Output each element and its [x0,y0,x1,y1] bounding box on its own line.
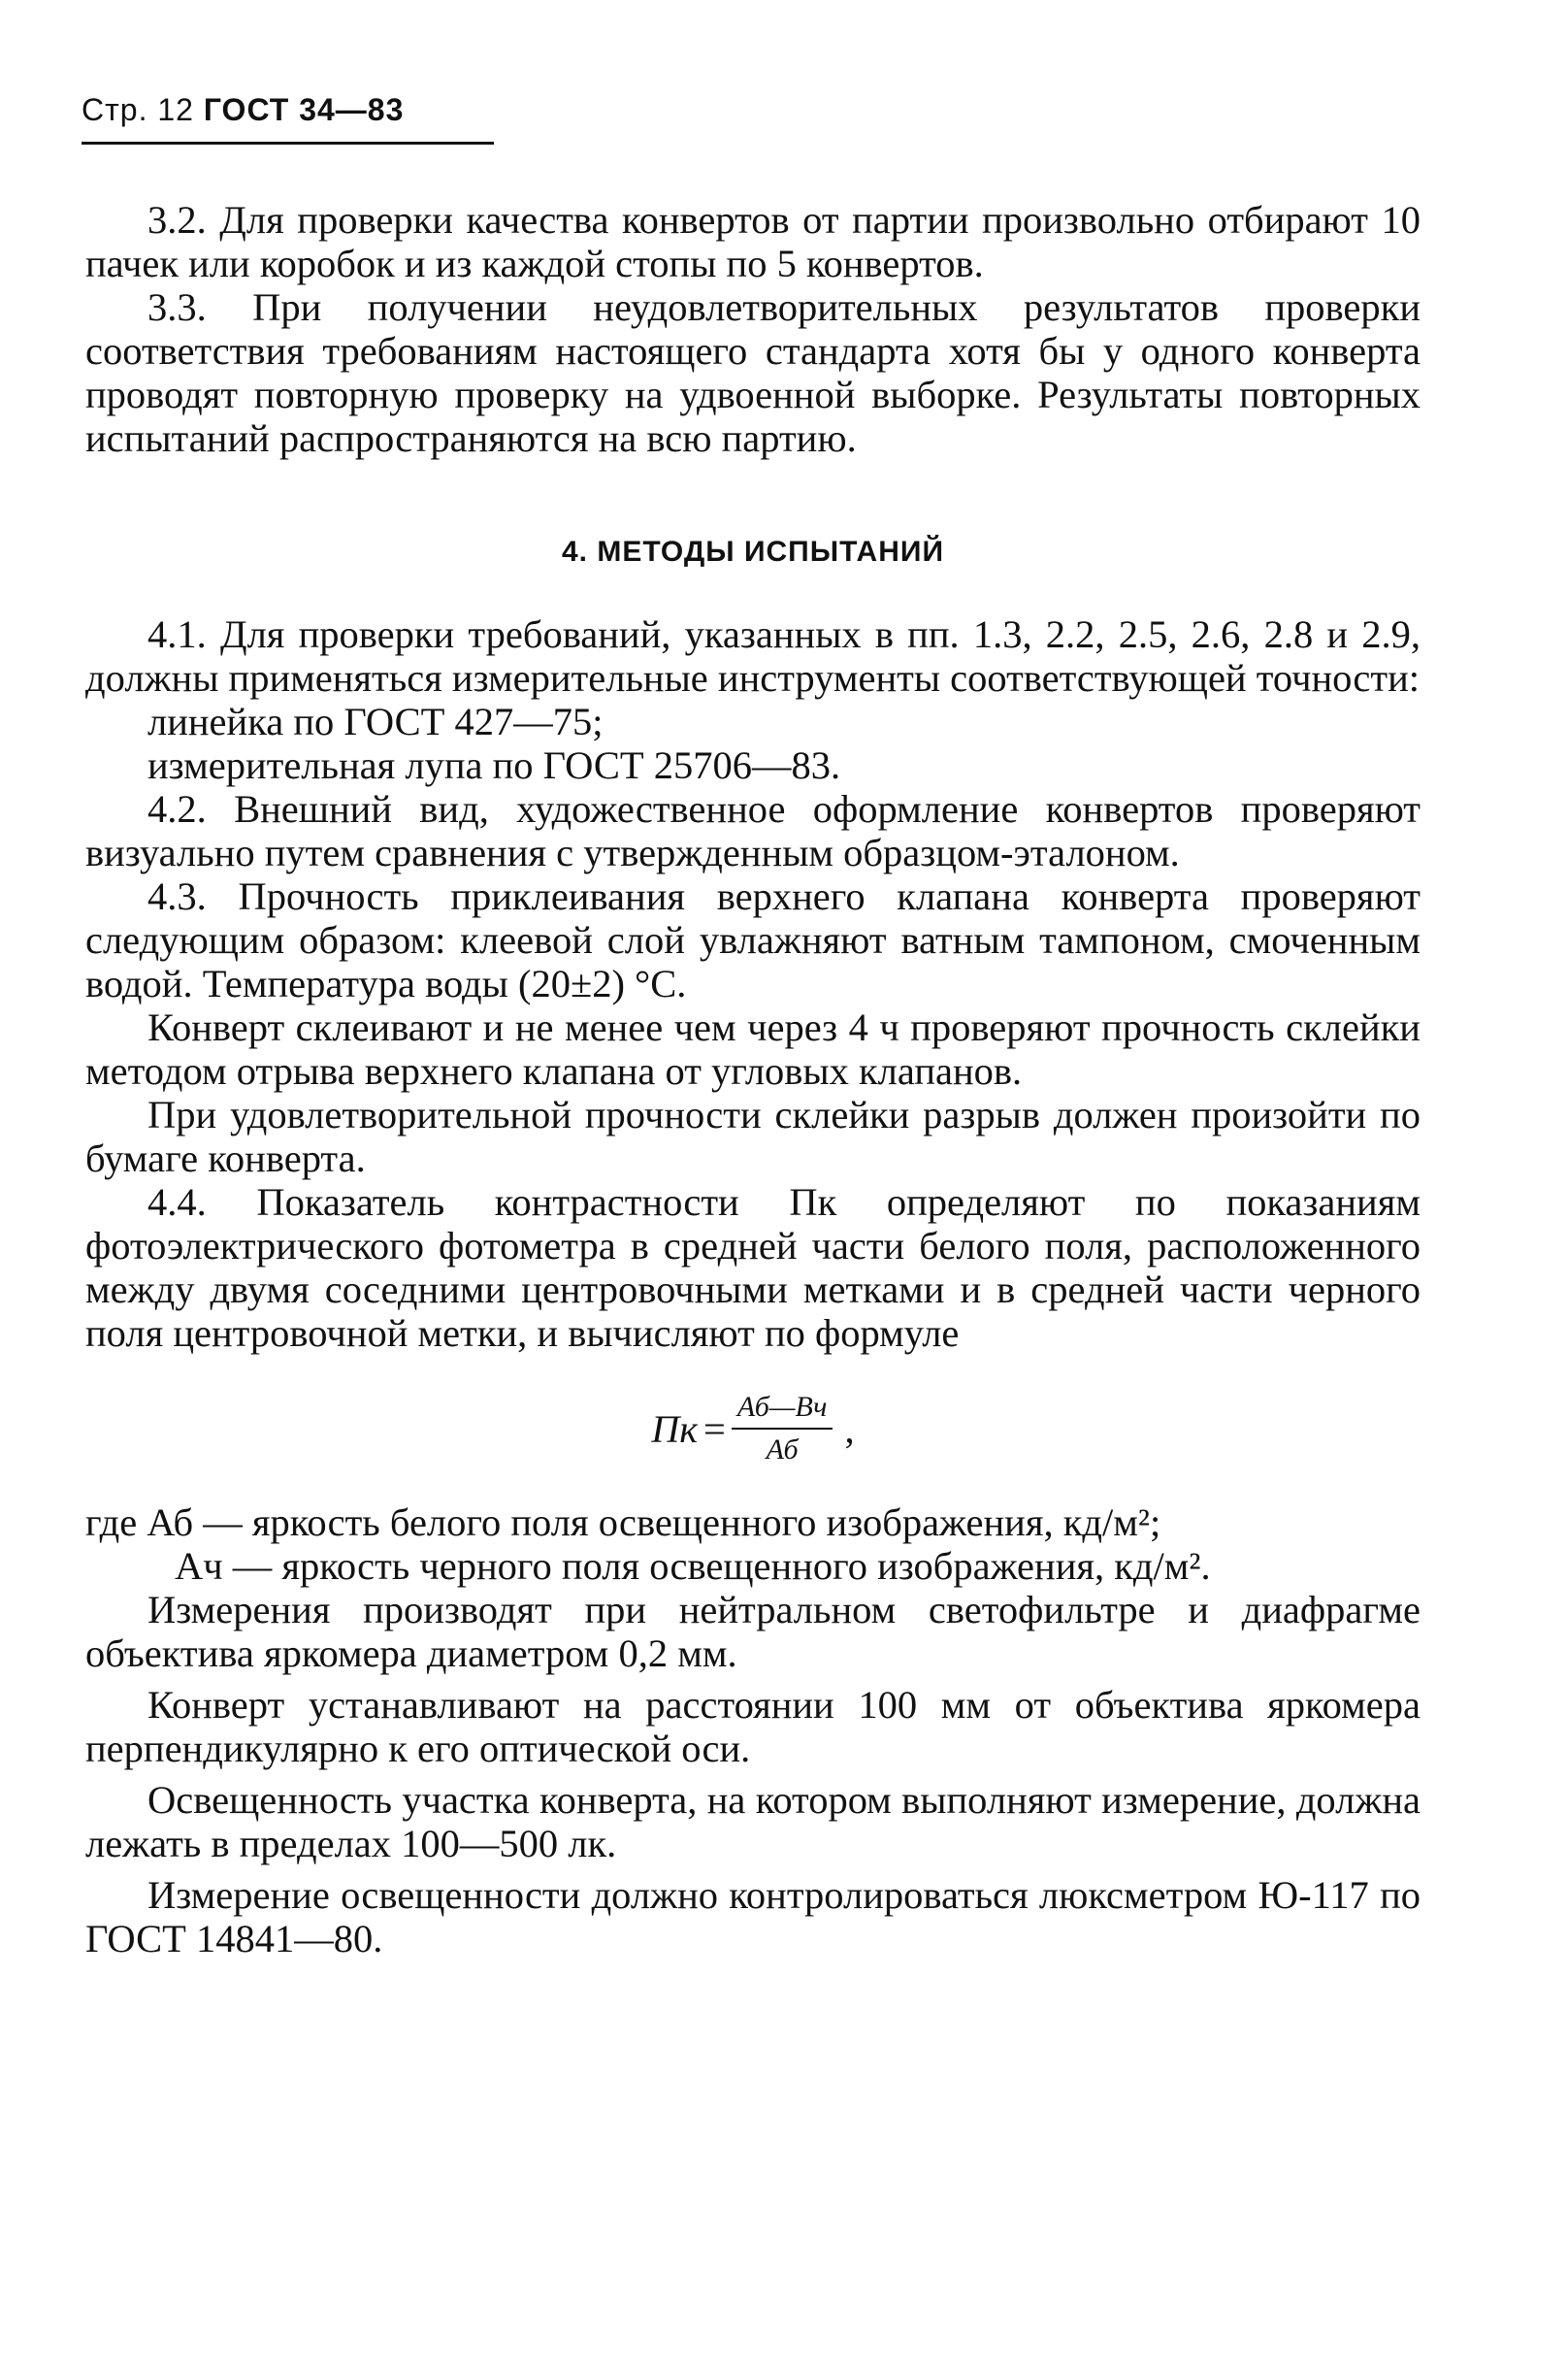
header-rule [82,142,494,145]
document-body [85,198,1421,1960]
standard-number: ГОСТ 34—83 [203,92,405,127]
paragraph-measurement-1: Измерения производят при нейтральном светофильтре и диафрагме объектива яркомера диаметром 0,2 мм. [85,1588,1421,1675]
paragraph-4-4: 4.4. Показатель контрастности Пк определяют по показаниям фотоэлектрического фотометра в средней части белого поля, расположенного между двумя соседними центровочными метками и в средней части черного поля центровочной метки, и вычисляют по формуле [85,1180,1421,1355]
paragraph-3-3: 3.3. При получении неудовлетворительных результатов проверки соответствия требованиям настоящего стандарта хотя бы у одного конверта проводят повторную проверку на удвоенной выборке. Результаты повторных испытаний распространяются на всю партию. [85,285,1421,460]
contrast-formula [85,1380,1421,1477]
formula-fraction [732,1389,833,1468]
page-label: Стр. 12 [82,92,194,127]
formula-equals: = [703,1406,726,1451]
page-header [82,92,404,128]
paragraph-4-1: 4.1. Для проверки требований, указанных в пп. 1.3, 2.2, 2.5, 2.6, 2.8 и 2.9, должны применяться измерительные инструменты соответствующей точности: [85,612,1421,700]
paragraph-measurement-2: Конверт устанавливают на расстоянии 100 мм от объектива яркомера перпендикулярно к его оптической оси. [85,1683,1421,1770]
list-item: измерительная лупа по ГОСТ 25706—83. [147,743,841,787]
definition-black-brightness: Ач — яркость черного поля освещенного изображения, кд/м². [175,1544,1211,1588]
definition-white-brightness: где Аб — яркость белого поля освещенного изображения, кд/м²; [85,1500,1161,1544]
section-title: 4. МЕТОДЫ ИСПЫТАНИЙ [562,536,944,568]
paragraph-4-2: 4.2. Внешний вид, художественное оформление конвертов проверяют визуально путем сравнения с утвержденным образцом-эталоном. [85,787,1421,874]
formula-comma: , [844,1406,855,1451]
paragraph-4-3: 4.3. Прочность приклеивания верхнего клапана конверта проверяют следующим образом: клеевой слой увлажняют ватным тампоном, смоченным водой. Температура воды (20±2) °С. [85,874,1421,1005]
paragraph-3-2: 3.2. Для проверки качества конвертов от партии произвольно отбирают 10 пачек или коробок и из каждой стопы по 5 конвертов. [85,198,1421,285]
formula-denominator: Аб [766,1433,799,1465]
paragraph-4-3-c: При удовлетворительной прочности склейки разрыв должен произойти по бумаге конверта. [85,1093,1421,1180]
list-item: линейка по ГОСТ 427—75; [147,700,604,743]
paragraph-measurement-4: Измерение освещенности должно контролироваться люксметром Ю-117 по ГОСТ 14841—80. [85,1873,1421,1960]
paragraph-measurement-3: Освещенность участка конверта, на котором выполняют измерение, должна лежать в пределах 100—500 лк. [85,1778,1421,1865]
formula-lhs: Пк [651,1406,698,1451]
formula-numerator: Аб—Вч [732,1389,833,1430]
paragraph-4-3-b: Конверт склеивают и не менее чем через 4 ч проверяют прочность склейки методом отрыва верхнего клапана от угловых клапанов. [85,1005,1421,1093]
